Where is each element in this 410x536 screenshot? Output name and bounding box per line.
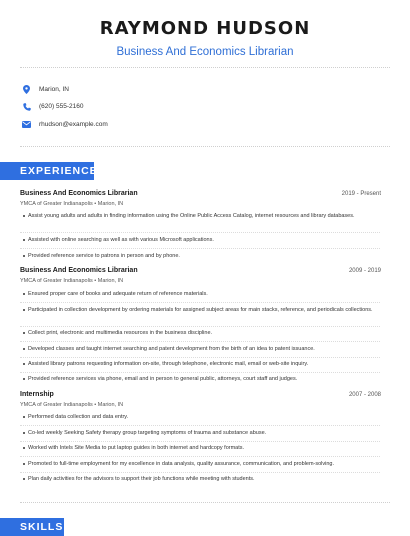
job-title: Internship [20, 391, 54, 398]
bullet-divider [20, 425, 380, 426]
job-bullet: Worked with Intels Site Media to put laptop guides in both internet and hardcopy formats. [20, 444, 375, 453]
job-bullet: Assist young adults and adults in finding information using the Online Public Access Catalog, internet resources and library databases. [20, 212, 375, 221]
job-bullet: Provided reference service to patrons in person and by phone. [20, 252, 375, 261]
email-text[interactable]: rhudson@example.com [39, 121, 108, 128]
experience-section-header: EXPERIENCE [0, 162, 94, 180]
skills-section-header: SKILLS [0, 518, 64, 536]
job-bullet: Collect print, electronic and multimedia resources in the business discipline. [20, 329, 375, 338]
bullet-divider [20, 472, 380, 473]
job-bullet: Plan daily activities for the advisors to support their job functions while meeting with students. [20, 475, 375, 484]
phone-icon [22, 102, 31, 111]
bullet-divider [20, 302, 380, 303]
bullet-divider [20, 326, 380, 327]
job-bullet: Assisted with online searching as well as with various Microsoft applications. [20, 236, 375, 245]
job-bullet: Performed data collection and data entry. [20, 413, 375, 422]
header-divider [20, 67, 390, 68]
job-bullet: Provided reference services via phone, email and in person to general public, attorneys, court staff and judges. [20, 375, 375, 384]
job-bullet: Assisted library patrons requesting information on-site, through telephone, electronic mail, email or web-site inquiry. [20, 360, 375, 369]
resume-header [0, 0, 410, 59]
job-title: Business And Economics Librarian [20, 190, 138, 197]
experience-divider [20, 502, 390, 503]
mail-icon [22, 120, 31, 129]
job-dates: 2007 - 2008 [348, 392, 381, 398]
job-company: YMCA of Greater Indianapolis • Marion, IN [20, 402, 124, 408]
job-bullet: Ensured proper care of books and adequate return of reference materials. [20, 290, 375, 299]
candidate-title: Business And Economics Librarian [116, 46, 294, 58]
job-dates: 2019 - Present [341, 191, 381, 197]
phone-text: (620) 555-2160 [39, 103, 84, 110]
job-bullet: Promoted to full-time employment for my excellence in data analysis, quality assurance, communication, and problem-solving. [20, 460, 375, 469]
job-company: YMCA of Greater Indianapolis • Marion, IN [20, 278, 124, 284]
job-title: Business And Economics Librarian [20, 267, 138, 274]
location-text: Marion, IN [39, 86, 69, 93]
contact-phone [22, 102, 83, 111]
job-bullet: Developed classes and taught internet searching and patent development from the birth of an idea to patent issuance. [20, 345, 375, 354]
job-dates: 2009 - 2019 [348, 268, 381, 274]
bullet-divider [20, 441, 380, 442]
contact-location [22, 85, 69, 94]
contact-divider [20, 146, 390, 147]
contact-email [22, 120, 108, 129]
job-company: YMCA of Greater Indianapolis • Marion, IN [20, 201, 124, 207]
bullet-divider [20, 232, 380, 233]
bullet-divider [20, 456, 380, 457]
job-bullet: Co-led weekly Seeking Safety therapy group targeting symptoms of trauma and substance abuse. [20, 429, 375, 438]
bullet-divider [20, 248, 380, 249]
candidate-name: RAYMOND HUDSON [99, 18, 311, 39]
bullet-divider [20, 341, 380, 342]
bullet-divider [20, 357, 380, 358]
job-bullet: Participated in collection development by ordering materials for assigned subject areas for main stacks, reference, and periodicals collections. [20, 306, 375, 315]
bullet-divider [20, 372, 380, 373]
map-pin-icon [22, 85, 31, 94]
